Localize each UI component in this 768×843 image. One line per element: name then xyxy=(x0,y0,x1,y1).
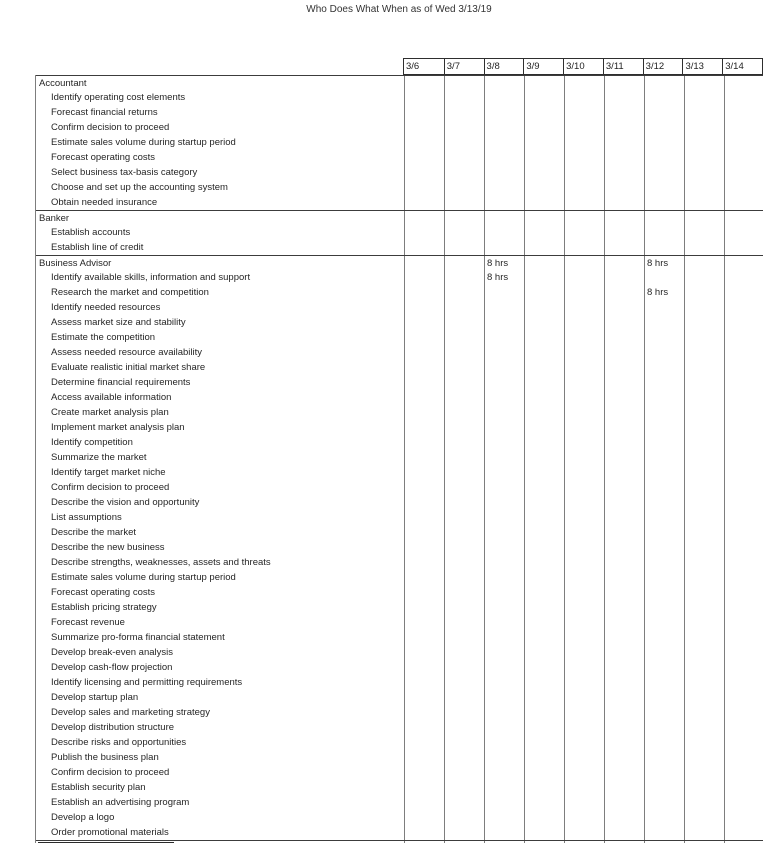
date-column-header: 3/9 xyxy=(523,59,563,74)
resource-row xyxy=(36,210,763,225)
task-row xyxy=(36,465,763,480)
task-name: Identify needed resources xyxy=(51,302,161,313)
task-row xyxy=(36,795,763,810)
task-row xyxy=(36,360,763,375)
task-name: Develop cash-flow projection xyxy=(51,662,173,673)
task-name: Summarize the market xyxy=(51,452,147,463)
task-name: Forecast operating costs xyxy=(51,587,156,598)
task-row xyxy=(36,195,763,210)
task-row xyxy=(36,825,763,840)
date-column-header: 3/8 xyxy=(484,59,524,74)
task-row xyxy=(36,525,763,540)
task-name: Forecast financial returns xyxy=(51,107,158,118)
task-row xyxy=(36,225,763,240)
task-name: Assess market size and stability xyxy=(51,317,186,328)
task-name: Estimate sales volume during startup period xyxy=(51,137,236,148)
task-name: Summarize pro-forma financial statement xyxy=(51,632,225,643)
task-name: Identify target market niche xyxy=(51,467,166,478)
task-name: Establish accounts xyxy=(51,227,131,238)
task-row xyxy=(36,510,763,525)
task-name: Develop break-even analysis xyxy=(51,647,173,658)
resource-name: Business Advisor xyxy=(39,258,112,269)
task-row xyxy=(36,435,763,450)
task-row xyxy=(36,735,763,750)
task-name: Confirm decision to proceed xyxy=(51,767,170,778)
task-row xyxy=(36,135,763,150)
work-hours-cell: 8 hrs xyxy=(487,258,509,269)
task-row xyxy=(36,165,763,180)
task-name: Select business tax-basis category xyxy=(51,167,198,178)
task-name: Order promotional materials xyxy=(51,827,169,838)
date-column-header: 3/12 xyxy=(643,59,683,74)
task-row xyxy=(36,420,763,435)
task-row xyxy=(36,495,763,510)
task-row xyxy=(36,555,763,570)
task-row xyxy=(36,765,763,780)
task-row xyxy=(36,540,763,555)
task-name: Evaluate realistic initial market share xyxy=(51,362,206,373)
task-name: Identify licensing and permitting requirements xyxy=(51,677,243,688)
task-name: Forecast operating costs xyxy=(51,152,156,163)
task-row xyxy=(36,330,763,345)
task-row xyxy=(36,405,763,420)
work-hours-cell: 8 hrs xyxy=(647,258,669,269)
task-name: Publish the business plan xyxy=(51,752,159,763)
task-row xyxy=(36,615,763,630)
task-name: Establish line of credit xyxy=(51,242,144,253)
date-column-header: 3/13 xyxy=(682,59,722,74)
task-row xyxy=(36,180,763,195)
task-row xyxy=(36,750,763,765)
task-row xyxy=(36,450,763,465)
task-name: Choose and set up the accounting system xyxy=(51,182,228,193)
task-name: Obtain needed insurance xyxy=(51,197,158,208)
task-name: Forecast revenue xyxy=(51,617,125,628)
date-header-row xyxy=(403,58,763,75)
resource-name: Banker xyxy=(39,213,70,224)
task-name: Implement market analysis plan xyxy=(51,422,185,433)
task-row xyxy=(36,600,763,615)
task-row xyxy=(36,570,763,585)
date-column-header: 3/11 xyxy=(603,59,643,74)
task-row xyxy=(36,90,763,105)
task-row xyxy=(36,630,763,645)
work-hours-cell: 8 hrs xyxy=(487,272,509,283)
task-row xyxy=(36,720,763,735)
date-column-header: 3/7 xyxy=(444,59,484,74)
task-row xyxy=(36,270,763,285)
date-column-header: 3/14 xyxy=(722,59,762,74)
task-name: Access available information xyxy=(51,392,172,403)
task-name: Estimate the competition xyxy=(51,332,156,343)
task-row xyxy=(36,150,763,165)
resource-name: Accountant xyxy=(39,78,87,89)
task-row xyxy=(36,705,763,720)
task-name: Describe the market xyxy=(51,527,137,538)
resource-row xyxy=(36,75,763,90)
task-row xyxy=(36,585,763,600)
task-row xyxy=(36,300,763,315)
task-name: Identify operating cost elements xyxy=(51,92,186,103)
task-name: Create market analysis plan xyxy=(51,407,169,418)
task-name: Estimate sales volume during startup period xyxy=(51,572,236,583)
task-row xyxy=(36,285,763,300)
task-row xyxy=(36,675,763,690)
task-name: Identify competition xyxy=(51,437,133,448)
task-row xyxy=(36,105,763,120)
task-row xyxy=(36,345,763,360)
task-name: Establish pricing strategy xyxy=(51,602,157,613)
task-name: Determine financial requirements xyxy=(51,377,191,388)
task-name: Develop distribution structure xyxy=(51,722,175,733)
date-column-header: 3/6 xyxy=(406,61,420,72)
resource-row xyxy=(36,255,763,270)
task-name: Describe the new business xyxy=(51,542,165,553)
task-name: Research the market and competition xyxy=(51,287,209,298)
task-row xyxy=(36,480,763,495)
task-row xyxy=(36,375,763,390)
task-row xyxy=(36,780,763,795)
task-row xyxy=(36,690,763,705)
task-name: Establish security plan xyxy=(51,782,146,793)
task-name: Develop sales and marketing strategy xyxy=(51,707,210,718)
task-name: Establish an advertising program xyxy=(51,797,190,808)
task-name: Develop a logo xyxy=(51,812,115,823)
task-row xyxy=(36,315,763,330)
task-name: List assumptions xyxy=(51,512,122,523)
task-name: Identify available skills, information and support xyxy=(51,272,251,283)
date-column-header: 3/10 xyxy=(563,59,603,74)
work-hours-cell: 8 hrs xyxy=(647,287,669,298)
task-name: Confirm decision to proceed xyxy=(51,122,170,133)
task-row xyxy=(36,645,763,660)
task-name: Describe strengths, weaknesses, assets and threats xyxy=(51,557,271,568)
table-body xyxy=(35,75,763,843)
task-name: Confirm decision to proceed xyxy=(51,482,170,493)
report-title: Who Does What When as of Wed 3/13/19 xyxy=(306,4,492,15)
task-name: Develop startup plan xyxy=(51,692,139,703)
task-row xyxy=(36,240,763,255)
task-name: Describe the vision and opportunity xyxy=(51,497,200,508)
task-row xyxy=(36,120,763,135)
task-row xyxy=(36,810,763,825)
task-name: Describe risks and opportunities xyxy=(51,737,187,748)
task-row xyxy=(36,660,763,675)
task-row xyxy=(36,390,763,405)
task-name: Assess needed resource availability xyxy=(51,347,203,358)
